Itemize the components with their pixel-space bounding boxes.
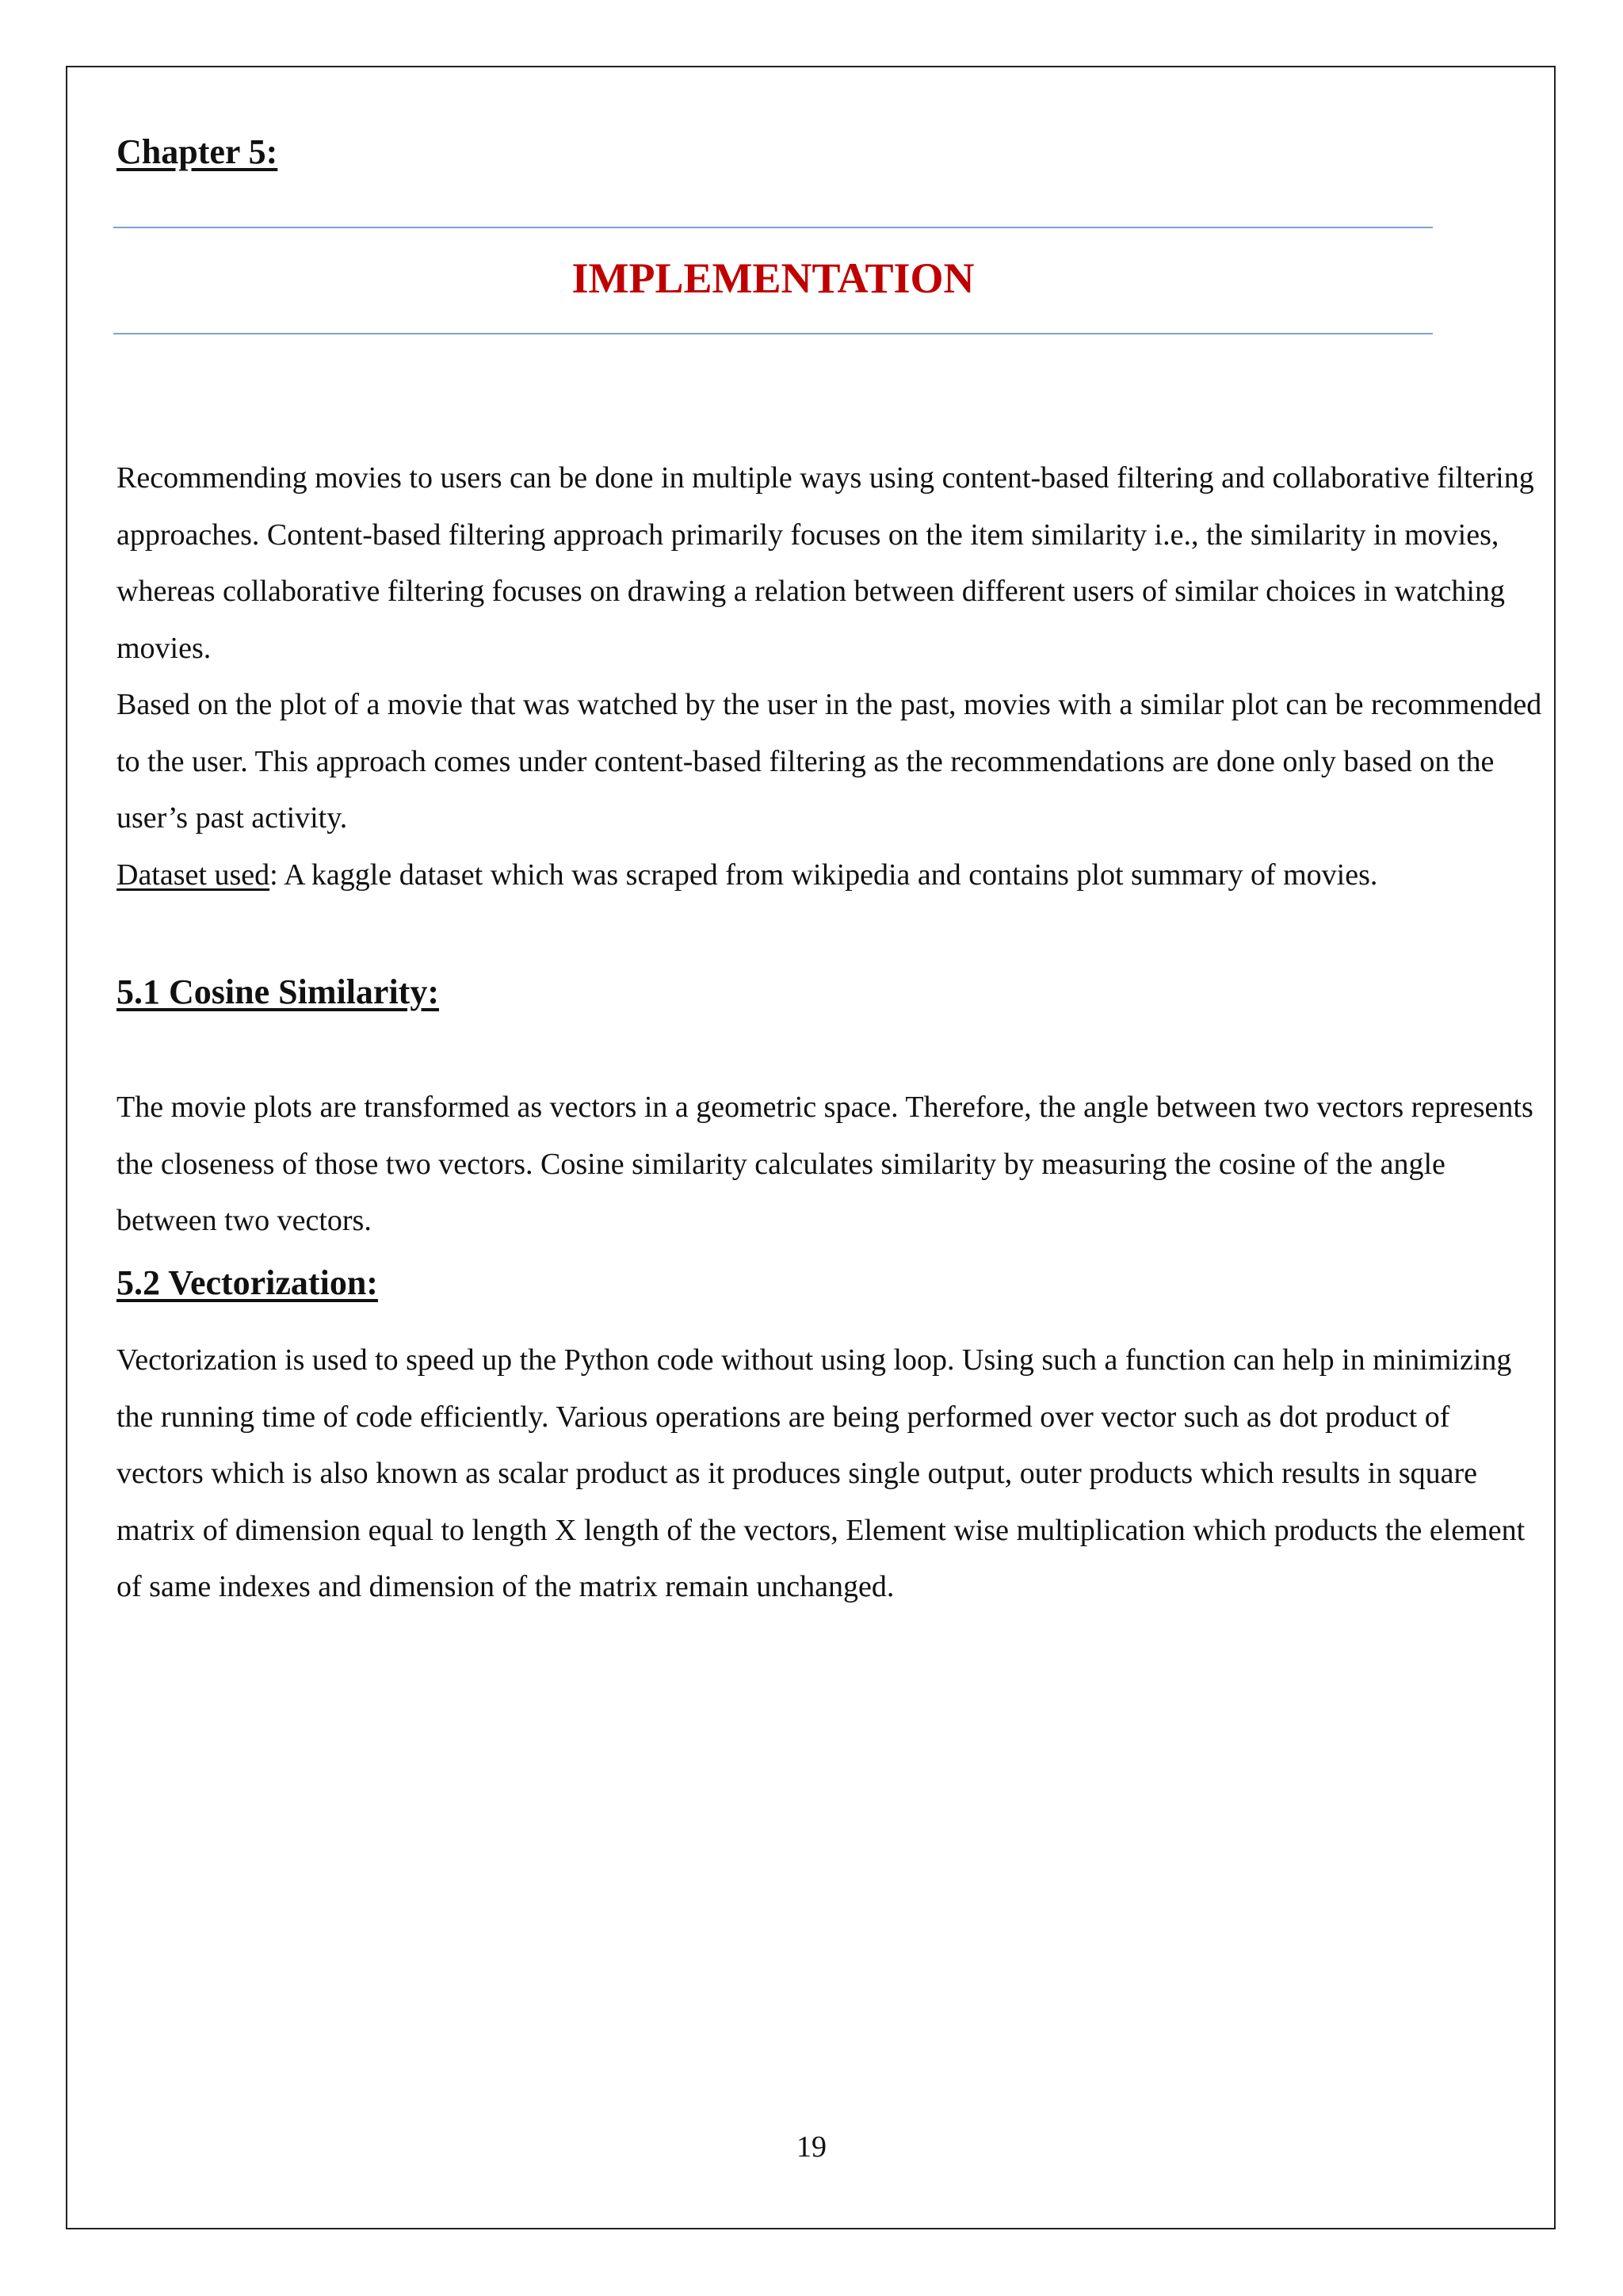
- chapter-label: Chapter 5:: [116, 132, 278, 171]
- section-paragraph: The movie plots are transformed as vectors in a geometric space. Therefore, the angle between two vectors represents the closeness of those two vectors. Cosine similarity calculates similarity by measuring the cosine of the angle between two vectors.: [116, 1091, 1533, 1237]
- dataset-line: [116, 847, 1543, 904]
- intro-paragraph: Recommending movies to users can be done in multiple ways using content-based filtering and collaborative filtering approaches. Content-based filtering approach primarily focuses on the item similarity i.e., the similarity in movies, whereas collaborative filtering focuses on drawing a relation between different users of similar choices in watching movies.: [116, 461, 1534, 665]
- section-heading-cosine-similarity: 5.1 Cosine Similarity:: [116, 972, 439, 1011]
- section-heading-vectorization: 5.2 Vectorization:: [116, 1263, 378, 1302]
- page-title: IMPLEMENTATION: [571, 254, 975, 302]
- intro-section: [116, 450, 1543, 904]
- dataset-text: : A kaggle dataset which was scraped from wikipedia and contains plot summary of movies.: [269, 858, 1378, 892]
- section-body-vectorization: [116, 1332, 1543, 1616]
- title-rule-bottom: [113, 333, 1433, 334]
- dataset-label: Dataset used: [116, 858, 270, 892]
- page-number: 19: [796, 2130, 827, 2164]
- section-paragraph: Vectorization is used to speed up the Python code without using loop. Using such a function can help in minimizing the running time of code efficiently. Various operations are being performed over vector such as dot product of vectors which is also known as scalar product as it produces single output, outer products which results in square matrix of dimension equal to length X length of the vectors, Element wise multiplication which products the element of same indexes and dimension of the matrix remain unchanged.: [116, 1343, 1526, 1603]
- intro-paragraph: Based on the plot of a movie that was watched by the user in the past, movies with a similar plot can be recommended to the user. This approach comes under content-based filtering as the recommendations are done only based on the user’s past activity.: [116, 688, 1542, 835]
- section-body-cosine-similarity: [116, 1079, 1543, 1250]
- title-rule-top: [113, 227, 1433, 228]
